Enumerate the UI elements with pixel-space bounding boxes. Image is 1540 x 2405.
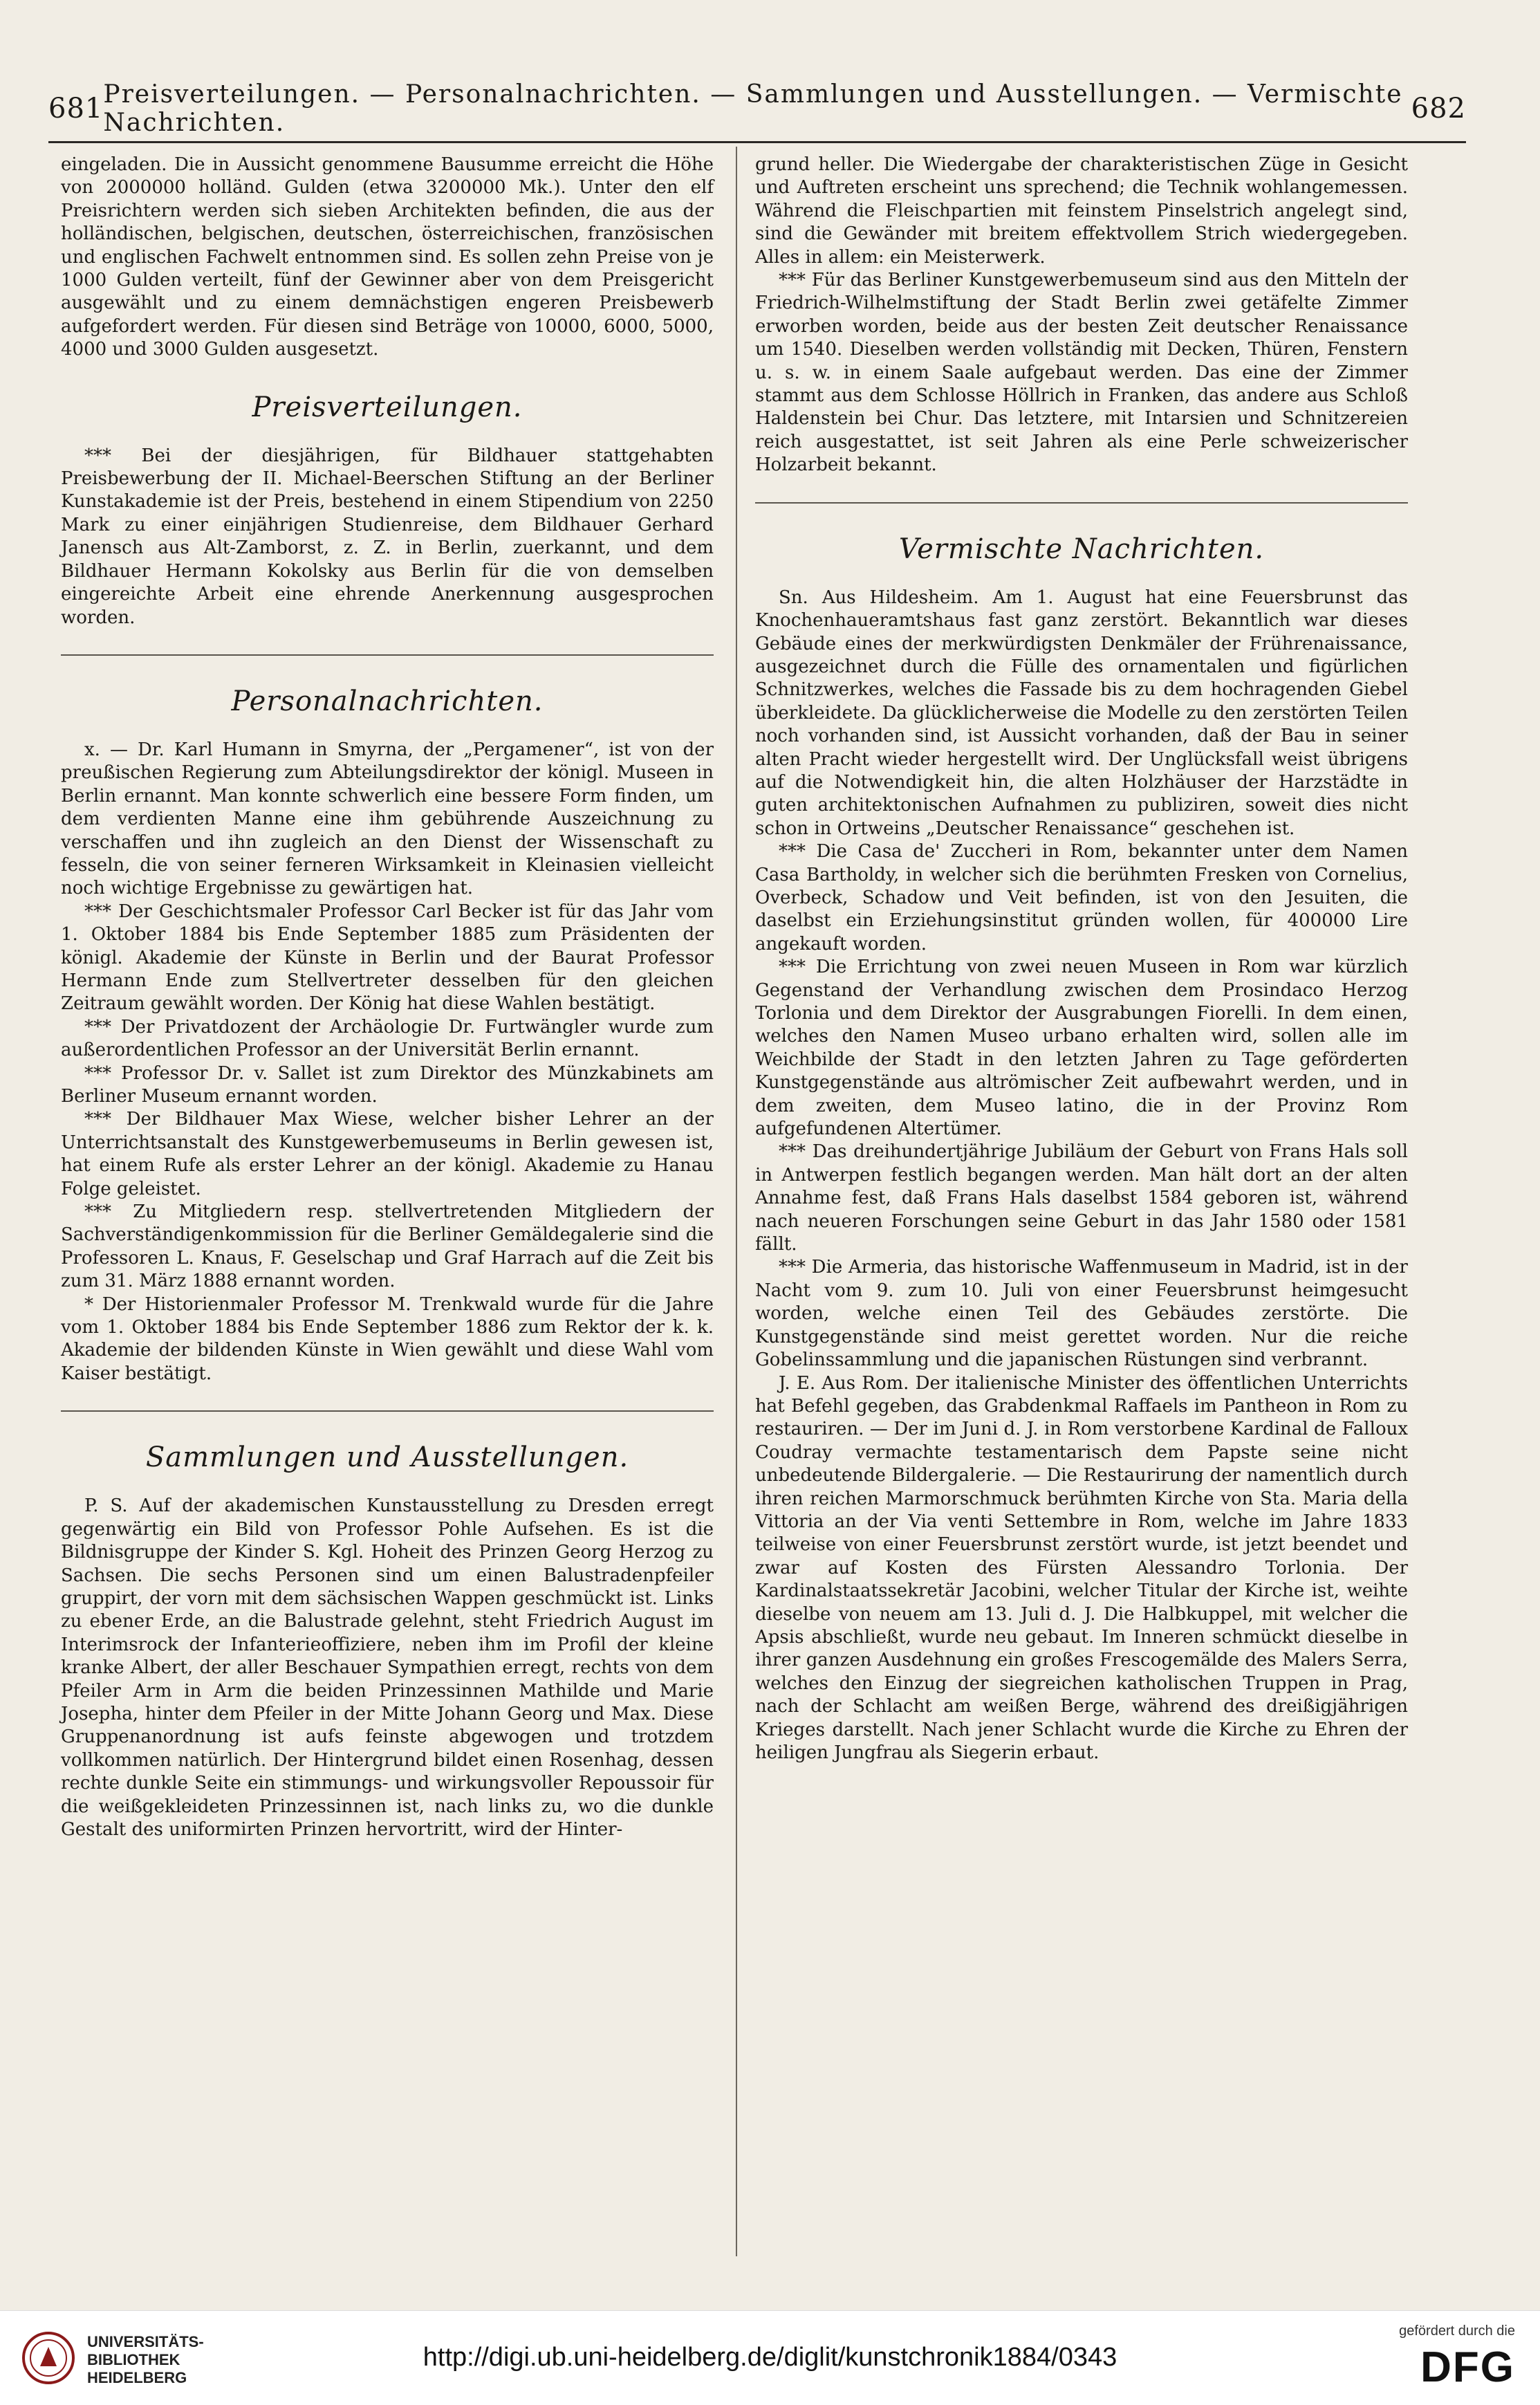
permalink-url[interactable]: http://digi.ub.uni-heidelberg.de/diglit/kunstchronik1884/0343 — [423, 2343, 1117, 2372]
paragraph: *** Der Bildhauer Max Wiese, welcher bisher Lehrer an der Unterrichtsanstalt des Kunstgewerbemuseums in Berlin gewesen ist, hat einem Rufe als erster Lehrer an der königl. Akademie zu Hanau Folge geleistet. — [61, 1109, 714, 1199]
section-title-personalnachrichten: Personalnachrichten. — [231, 685, 544, 717]
library-name: UNIVERSITÄTS- BIBLIOTHEK HEIDELBERG — [87, 2333, 204, 2386]
paragraph: * Der Historienmaler Professor M. Trenkwald wurde für die Jahre vom 1. Oktober 1884 bis Ende September 1886 zum Rektor der k. k. Akademie der bildenden Künste in Wien gewählt und diese Wahl vom Kaiser bestätigt. — [61, 1293, 714, 1384]
paragraph: *** Der Geschichtsmaler Professor Carl Becker ist für das Jahr vom 1. Oktober 1884 bis Ende September 1885 zum Präsidenten der königl. Akademie der Künste in Berlin und der Baurat Professor Hermann Ende zum Stellvertreter desselben für den gleichen Zeitraum gewählt worden. Der König hat diese Wahlen bestätigt. — [61, 901, 714, 1015]
section-rule — [755, 502, 1408, 504]
paragraph: *** Das dreihundertjährige Jubiläum der Geburt von Frans Hals soll in Antwerpen festlich begangen werden. Man hält dort an der alten Annahme fest, daß Frans Hals daselbst 1584 geboren ist, während nach neueren Forschungen seine Geburt in das Jahr 1580 oder 1581 fällt. — [755, 1141, 1408, 1255]
section-title-vermischte-nachrichten: Vermischte Nachrichten. — [898, 533, 1265, 565]
paragraph: x. — Dr. Karl Humann in Smyrna, der „Pergamener“, ist von der preußischen Regierung zum Abteilungsdirektor der königl. Museen in Berlin ernannt. Man konnte schwerlich eine bessere Form finden, um dem verdienten Manne eine ihm gebührende Auszeichnung zu verschaffen und ihn zugleich an den Dienst der Wissenschaft zu fesseln, die von seiner ferneren Wirksamkeit in Kleinasien vielleicht noch wichtige Ergebnisse zu gewärtigen hat. — [61, 739, 714, 899]
viewer-footer — [0, 2310, 1540, 2405]
section-title-sammlungen: Sammlungen und Ausstellungen. — [145, 1441, 629, 1474]
paragraph: *** Die Errichtung von zwei neuen Museen in Rom war kürzlich Gegenstand der Verhandlung zwischen dem Prosindaco Herzog Torlonia und dem Direktor der Ausgrabungen Fiorelli. In dem einen, welches den Namen Museo urbano erhalten wird, sollen alle im Weichbilde der Stadt in den letzten Jahren zu Tage geförderten Kunstgegenstände aus altrömischer Zeit aufbewahrt werden, und in dem zweiten, dem Museo latino, die in der Provinz Rom aufgefundenen Altertümer. — [755, 957, 1408, 1140]
section-title-preisverteilungen: Preisverteilungen. — [252, 391, 523, 423]
left-column — [61, 154, 714, 1841]
paragraph: P. S. Auf der akademischen Kunstausstellung zu Dresden erregt gegenwärtig ein Bild von Professor Pohle Aufsehen. Es ist die Bildnisgruppe der Kinder S. Kgl. Hoheit des Prinzen Georg Herzog zu Sachsen. Die sechs Personen sind um einen Balustradenpfeiler gruppirt, der vorn mit dem sächsischen Wappen geschmückt ist. Links zu ebener Erde, an die Balustrade gelehnt, steht Friedrich August im Interimsrock der Infanterieoffiziere, neben ihm im Profil der kleine kranke Albert, der aller Beschauer Sympathien erregt, rechts von dem Pfeiler Arm in Arm die beiden Prinzessinnen Mathilde und Marie Josepha, hinter dem Pfeiler in der Mitte Johann Georg und Max. Diese Gruppenanordnung ist aufs feinste abgewogen und trotzdem vollkommen natürlich. Der Hintergrund bildet einen Rosenhag, dessen rechte dunkle Seite ein stimmungs- und wirkungsvoller Repoussoir für die weißgekleideten Prinzessinnen ist, nach links zu, wo die dunkle Gestalt des uniformirten Prinzen hervortritt, wird der Hinter- — [61, 1495, 714, 1840]
paragraph: *** Bei der diesjährigen, für Bildhauer stattgehabten Preisbewerbung der II. Michael-Beerschen Stiftung an der Berliner Kunstakademie ist der Preis, bestehend in einem Stipendium von 2250 Mark zu einer einjährigen Studienreise, dem Bildhauer Gerhard Janensch aus Alt-Zamborst, z. Z. in Berlin, zuerkannt, und dem Bildhauer Hermann Kokolsky aus Berlin für die von demselben eingereichte Arbeit eine ehrende Anerkennung ausgesprochen worden. — [61, 445, 714, 628]
page-number-left: 681 — [48, 93, 104, 125]
section-rule — [61, 1410, 714, 1412]
header-rule — [48, 141, 1466, 143]
page-header — [48, 80, 1466, 137]
paragraph: J. E. Aus Rom. Der italienische Minister des öffentlichen Unterrichts hat Befehl gegeben, das Grabdenkmal Raffaels im Pantheon in Rom zu restauriren. — Der im Juni d. J. in Rom verstorbene Kardinal de Falloux Coudray vermachte testamentarisch dem Papste seine nicht unbedeutende Bildergalerie. — Die Restaurirung der namentlich durch ihren reichen Marmorschmuck berühmten Kirche von Sta. Maria della Vittoria an der Via venti Settembre in Rom, welche im Jahre 1833 teilweise von einer Feuersbrunst zerstört wurde, ist jetzt beendet und zwar auf Kosten des Fürsten Alessandro Torlonia. Der Kardinalstaatssekretär Jacobini, welcher Titular der Kirche ist, weihte dieselbe von neuem am 13. Juli d. J. Die Halbkuppel, mit welcher die Apsis abschließt, wurde neu gebaut. Im Inneren schmückt dieselbe in ihrer ganzen Ausdehnung ein großes Frescogemälde des Malers Serra, welches den Einzug der siegreichen katholischen Truppen in Prag, nach der Schlacht am weißen Berge, während des dreißigjährigen Krieges darstellt. Nach jener Schlacht wurde die Kirche zu Ehren der heiligen Jungfrau als Siegerin erbaut. — [755, 1372, 1408, 1763]
section-rule — [61, 654, 714, 656]
dfg-logo: DFG — [1420, 2343, 1515, 2391]
paragraph: *** Professor Dr. v. Sallet ist zum Direktor des Münzkabinets am Berliner Museum ernannt worden. — [61, 1062, 714, 1107]
paragraph: *** Der Privatdozent der Archäologie Dr. Furtwängler wurde zum außerordentlichen Professor an der Universität Berlin ernannt. — [61, 1016, 714, 1061]
running-title: Preisverteilungen. — Personalnachrichten. — Sammlungen und Ausstellungen. — Vermischte Nachrichten. — [103, 80, 1403, 137]
funded-by-label: gefördert durch die — [1399, 2323, 1515, 2339]
page-number-right: 682 — [1411, 93, 1466, 125]
paragraph: Sn. Aus Hildesheim. Am 1. August hat eine Feuersbrunst das Knochenhaueramtshaus fast ganz zerstört. Bekanntlich war dieses Gebäude eines der merkwürdigsten Denkmäler der Frührenaissance, ausgezeichnet durch die Fülle des ornamentalen und figürlichen Schnitzwerkes, welches die Fassade bis zu dem hochragenden Giebel überkleidete. Da glücklicherweise die Modelle zu den zerstörten Teilen noch vorhanden sind, ist Aussicht vorhanden, daß der Bau in seiner alten Pracht wieder hergestellt wird. Der Unglücksfall weist übrigens auf die Notwendigkeit hin, die alten Holzhäuser der Harzstädte in guten architektonischen Aufnahmen zu publiziren, soweit dies nicht schon in Ortweins „Deutscher Renaissance“ geschehen ist. — [755, 587, 1408, 839]
right-column — [736, 154, 1408, 1764]
paragraph: *** Zu Mitgliedern resp. stellvertretenden Mitgliedern der Sachverständigenkommission für die Berliner Gemäldegalerie sind die Professoren L. Knaus, F. Geselschap und Graf Harrach auf die Zeit bis zum 31. März 1888 ernannt worden. — [61, 1201, 714, 1292]
paragraph: *** Die Casa de' Zuccheri in Rom, bekannter unter dem Namen Casa Bartholdy, in welcher sich die berühmten Fresken von Cornelius, Overbeck, Schadow und Veit befinden, ist von den Jesuiten, die daselbst ein Erziehungsinstitut gründen wollen, für 400000 Lire angekauft worden. — [755, 841, 1408, 955]
continued-paragraph: grund heller. Die Wiedergabe der charakteristischen Züge in Gesicht und Auftreten erscheint uns sprechend; die Technik wohlangemessen. Während die Fleischpartien mit feinstem Pinselstrich angelegt sind, sind die Gewänder mit breitem effektvollem Strich wiedergegeben. Alles in allem: ein Meisterwerk. — [755, 154, 1408, 268]
paragraph: *** Für das Berliner Kunstgewerbemuseum sind aus den Mitteln der Friedrich-Wilhelmstiftung der Stadt Berlin zwei getäfelte Zimmer erworben worden, beide aus der besten Zeit deutscher Renaissance um 1540. Dieselben werden vollständig mit Decken, Thüren, Fenstern u. s. w. in einem Saale aufgebaut werden. Das eine der Zimmer stammt aus dem Schlosse Höllrich in Franken, das andere aus Schloß Haldenstein bei Chur. Das letztere, mit Intarsien und Schnitzereien reich ausgestattet, ist seit Jahren als eine Perle schweizerischer Holzarbeit bekannt. — [755, 270, 1408, 476]
paragraph: *** Die Armeria, das historische Waffenmuseum in Madrid, ist in der Nacht vom 9. zum 10. Juli von einer Feuersbrunst heimgesucht worden, welche einen Teil des Gebäudes zerstörte. Die Kunstgegenstände sind meist gerettet worden. Nur die reiche Gobelinssammlung und die japanischen Rüstungen sind verbrannt. — [755, 1257, 1408, 1371]
intro-paragraph: eingeladen. Die in Aussicht genommene Bausumme erreicht die Höhe von 2000000 holländ. Gulden (etwa 3200000 Mk.). Unter den elf Preisrichtern werden sich sieben Architekten befinden, die aus der holländischen, belgischen, deutschen, österreichischen, französischen und englischen Fachwelt entnommen sind. Es sollen zehn Preise von je 1000 Gulden verteilt, fünf der Gewinner aber von dem Preisgericht ausgewählt und zu einem demnächstigen engeren Preisbewerb aufgefordert werden. Für diesen sind Beträge von 10000, 6000, 5000, 4000 und 3000 Gulden ausgesetzt. — [61, 154, 714, 360]
